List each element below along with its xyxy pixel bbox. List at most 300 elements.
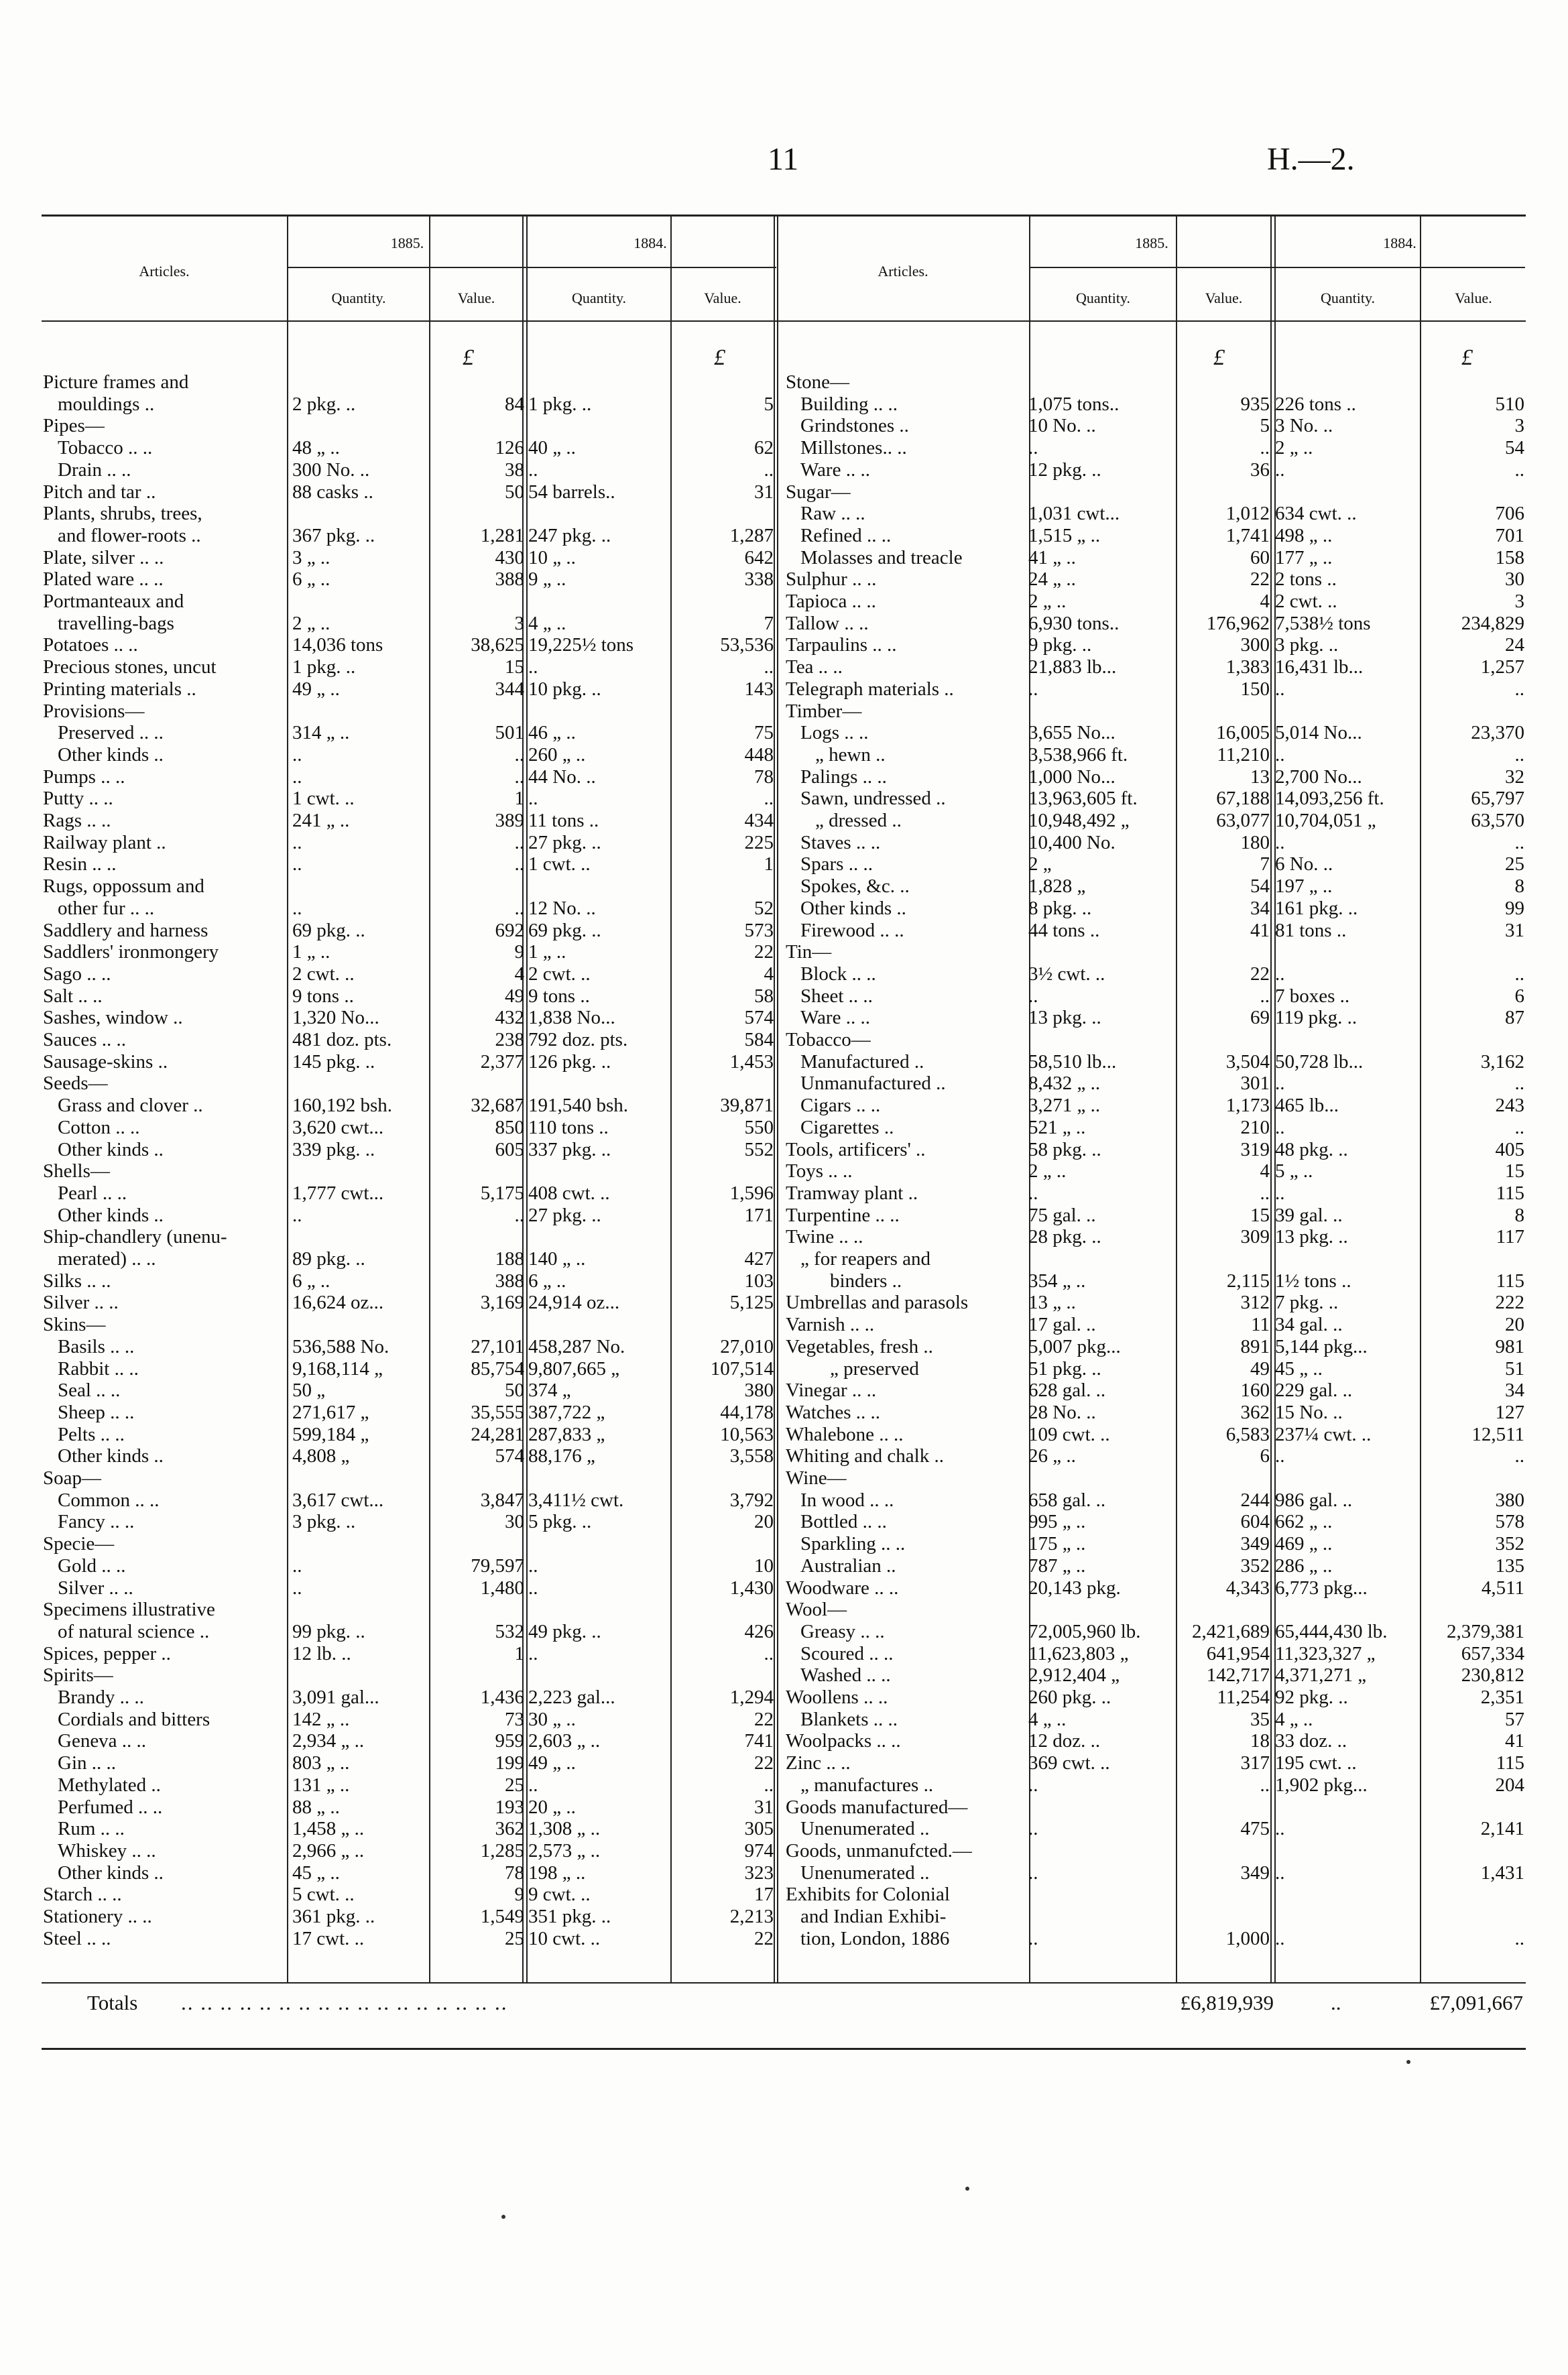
value-1885: .. — [514, 766, 524, 788]
article-name: Molasses and treacle — [800, 546, 963, 568]
article-name: Telegraph materials .. — [786, 678, 954, 700]
quantity-1884: 46 „ .. — [528, 722, 576, 744]
quantity-1884: 498 „ .. — [1275, 524, 1333, 546]
quantity-1885: 354 „ .. — [1028, 1270, 1086, 1292]
value-1885: 850 — [495, 1116, 524, 1138]
quantity-1885: 3,271 „ .. — [1028, 1095, 1101, 1117]
quantity-1884: 2,573 „ .. — [528, 1839, 601, 1862]
table-row — [43, 1073, 774, 1095]
quantity-1885: 89 pkg. .. — [292, 1248, 365, 1270]
quantity-1885: 28 No. .. — [1028, 1401, 1096, 1423]
article-name: „ dressed .. — [815, 810, 902, 831]
value-1884: 117 — [1496, 1226, 1524, 1248]
value-1885: .. — [514, 897, 524, 919]
quantity-1885: 51 pkg. .. — [1028, 1357, 1101, 1380]
value-1884: 380 — [1495, 1489, 1524, 1511]
table-row — [786, 481, 1525, 503]
quantity-1884: .. — [528, 1577, 538, 1599]
value-1884: 51 — [1505, 1357, 1524, 1380]
quantity-1885: .. — [1028, 1818, 1038, 1840]
quantity-1884: 2,603 „ .. — [528, 1730, 601, 1752]
value-1884: 63,570 — [1471, 810, 1524, 831]
quantity-1885: 88 „ .. — [292, 1796, 340, 1818]
table-row — [43, 393, 774, 416]
quantity-1885: .. — [292, 831, 302, 853]
article-name: Bottled .. .. — [800, 1511, 887, 1533]
article-name: Staves .. .. — [800, 831, 881, 853]
totals-1885: £6,819,939 — [1180, 1991, 1274, 2014]
value-1885: 41 — [1250, 919, 1270, 941]
article-name: Drain .. .. — [58, 459, 131, 481]
quantity-1884: .. — [1275, 1927, 1285, 1949]
table-row — [786, 547, 1525, 569]
value-1885: 362 — [495, 1818, 524, 1840]
article-name: Tarpaulins .. .. — [786, 634, 897, 656]
quantity-1884: .. — [1275, 831, 1285, 853]
table-row — [786, 1358, 1525, 1380]
article-name: Spices, pepper .. — [43, 1642, 171, 1664]
value-1884: 22 — [754, 941, 774, 963]
article-name: Whiskey .. .. — [58, 1839, 156, 1862]
value-1885: 38,625 — [471, 634, 524, 656]
article-name: Brandy .. .. — [58, 1687, 144, 1708]
quantity-1885: 803 „ .. — [292, 1752, 350, 1774]
value-1884: 434 — [744, 810, 774, 831]
quantity-1884: 2 „ .. — [1275, 437, 1313, 459]
table-row — [786, 1270, 1525, 1292]
table-row — [43, 1051, 774, 1073]
year-1884-left: 1884. — [634, 235, 667, 251]
quantity-1885: 10 No. .. — [1028, 415, 1096, 437]
subheading-qty-1884-right: Quantity. — [1320, 290, 1376, 306]
value-1884: 27,010 — [720, 1335, 774, 1357]
quantity-1884: 24,914 oz... — [528, 1292, 620, 1314]
value-1884: 380 — [744, 1380, 774, 1402]
quantity-1884: 229 gal. .. — [1275, 1380, 1353, 1402]
article-name: Spirits— — [43, 1664, 113, 1687]
article-name: Potatoes .. .. — [43, 634, 138, 656]
quantity-1885: 271,617 „ — [292, 1401, 369, 1423]
quantity-1884: 45 „ .. — [1275, 1357, 1323, 1380]
totals-leaders: .. .. .. .. .. .. .. .. .. .. .. .. .. .. .. .. .. — [181, 1991, 508, 2014]
value-1884: 1,453 — [729, 1050, 774, 1073]
value-1885: 24,281 — [471, 1423, 524, 1445]
value-1884: 578 — [1495, 1511, 1524, 1533]
value-1885: 501 — [495, 722, 524, 744]
value-1885: 25 — [505, 1927, 524, 1949]
article-name: Seal .. .. — [58, 1380, 121, 1402]
article-name: Plate, silver .. .. — [43, 546, 164, 568]
quantity-1885: 131 „ .. — [292, 1774, 350, 1796]
table-row — [43, 1095, 774, 1117]
table-row — [786, 1797, 1525, 1819]
quantity-1884: 119 pkg. .. — [1275, 1007, 1358, 1029]
quantity-1885: 260 pkg. .. — [1028, 1687, 1111, 1708]
quantity-1885: 787 „ .. — [1028, 1555, 1086, 1577]
quantity-1885: 16,624 oz... — [292, 1292, 384, 1314]
value-1884: 143 — [744, 678, 774, 700]
quantity-1884: .. — [1275, 1818, 1285, 1840]
value-1885: .. — [514, 1204, 524, 1226]
quantity-1884: 11,323,327 „ — [1275, 1642, 1376, 1664]
quantity-1884: 1,838 No... — [528, 1007, 615, 1029]
value-1884: 31 — [1505, 919, 1524, 941]
article-name: Cotton .. .. — [58, 1116, 140, 1138]
article-name: Silks .. .. — [43, 1270, 111, 1292]
table-row — [43, 1380, 774, 1402]
article-name: Ware .. .. — [800, 1007, 870, 1029]
table-row — [786, 788, 1525, 810]
table-row — [43, 898, 774, 920]
quantity-1885: 17 gal. .. — [1028, 1314, 1096, 1336]
articles-heading-left: Articles. — [139, 263, 190, 280]
value-1884: 584 — [744, 1029, 774, 1050]
value-1885: 73 — [505, 1708, 524, 1730]
table-row — [786, 1467, 1525, 1489]
quantity-1884: .. — [1275, 1862, 1285, 1884]
quantity-1885: .. — [1028, 1182, 1038, 1204]
totals-rule — [42, 2048, 1526, 2050]
article-name: Turpentine .. .. — [786, 1204, 900, 1226]
quantity-1884: 49 pkg. .. — [528, 1620, 601, 1642]
article-name: Cigarettes .. — [800, 1116, 894, 1138]
table-row — [43, 1818, 774, 1840]
table-row — [43, 1489, 774, 1512]
article-name: Rugs, oppossum and — [43, 875, 204, 898]
article-name: Shells— — [43, 1160, 110, 1182]
value-1884: 10 — [754, 1555, 774, 1577]
table-row — [43, 1643, 774, 1665]
table-row — [43, 853, 774, 875]
article-name: Woolpacks .. .. — [786, 1730, 901, 1752]
quantity-1884: 2 cwt. .. — [528, 963, 591, 985]
value-1885: 15 — [505, 656, 524, 678]
value-1885: 1,281 — [480, 524, 524, 546]
article-name: Other kinds .. — [58, 743, 164, 766]
quantity-1885: 8 pkg. .. — [1028, 897, 1092, 919]
quantity-1885: 995 „ .. — [1028, 1511, 1086, 1533]
table-row — [786, 1051, 1525, 1073]
quantity-1885: 1,320 No... — [292, 1007, 379, 1029]
article-name: Methylated .. — [58, 1774, 161, 1796]
quantity-1884: 11 tons .. — [528, 810, 599, 831]
table-row — [786, 1095, 1525, 1117]
value-1885: 5 — [1260, 415, 1270, 437]
quantity-1884: 7 boxes .. — [1275, 985, 1350, 1007]
value-1885: 78 — [505, 1862, 524, 1884]
table-row — [43, 481, 774, 503]
quantity-1885: 160,192 bsh. — [292, 1095, 393, 1117]
table-row — [43, 701, 774, 723]
table-row — [43, 1577, 774, 1599]
table-row — [786, 1160, 1525, 1182]
value-1884: 22 — [754, 1927, 774, 1949]
article-name: Tallow .. .. — [786, 612, 869, 634]
value-1885: 79,597 — [471, 1555, 524, 1577]
quantity-1885: 241 „ .. — [292, 810, 350, 831]
article-name: Unenumerated .. — [800, 1862, 930, 1884]
table-row — [43, 722, 774, 744]
value-1884: 115 — [1496, 1182, 1524, 1204]
quantity-1885: 145 pkg. .. — [292, 1050, 375, 1073]
value-1885: 1,436 — [480, 1687, 524, 1708]
value-1884: 706 — [1495, 503, 1524, 525]
value-1884: 6 — [1514, 985, 1524, 1007]
print-mark — [965, 2187, 969, 2191]
article-name: Precious stones, uncut — [43, 656, 217, 678]
quantity-1884: .. — [528, 1555, 538, 1577]
article-name: Wine— — [786, 1467, 847, 1489]
value-1884: 107,514 — [710, 1357, 774, 1380]
value-1885: 9 — [514, 941, 524, 963]
quantity-1884: .. — [1275, 1445, 1285, 1467]
table-row — [786, 875, 1525, 898]
quantity-1884: 662 „ .. — [1275, 1511, 1333, 1533]
quantity-1884: 10 „ .. — [528, 546, 576, 568]
quantity-1885: 142 „ .. — [292, 1708, 350, 1730]
table-row — [786, 832, 1525, 854]
table-row — [786, 1117, 1525, 1139]
article-name: „ for reapers and — [800, 1248, 931, 1270]
table-row — [786, 1752, 1525, 1774]
quantity-1885: 1,000 No... — [1028, 766, 1115, 788]
table-row — [43, 1599, 774, 1621]
table-row — [43, 634, 774, 656]
quantity-1885: 72,005,960 lb. — [1028, 1620, 1141, 1642]
value-1884: 8 — [1514, 1204, 1524, 1226]
quantity-1885: 17 cwt. .. — [292, 1927, 365, 1949]
article-name: binders .. — [830, 1270, 902, 1292]
quantity-1884: .. — [528, 656, 538, 678]
quantity-1885: .. — [292, 1577, 302, 1599]
quantity-1884: 408 cwt. .. — [528, 1182, 610, 1204]
quantity-1884: .. — [1275, 1073, 1285, 1095]
article-name: Exhibits for Colonial — [786, 1884, 950, 1906]
value-1885: 344 — [495, 678, 524, 700]
quantity-1885: 658 gal. .. — [1028, 1489, 1106, 1511]
quantity-1884: 5 pkg. .. — [528, 1511, 592, 1533]
value-1884: 222 — [1495, 1292, 1524, 1314]
table-row — [786, 371, 1525, 393]
article-name: other fur .. .. — [58, 897, 155, 919]
value-1884: 2,379,381 — [1447, 1620, 1524, 1642]
value-1884: 10,563 — [720, 1423, 774, 1445]
article-name: Resin .. .. — [43, 853, 117, 875]
quantity-1884: 986 gal. .. — [1275, 1489, 1353, 1511]
article-name: Goods manufactured— — [786, 1796, 968, 1818]
article-name: Ship-chandlery (unenu- — [43, 1226, 227, 1248]
article-name: Tea .. .. — [786, 656, 843, 678]
article-name: Provisions— — [43, 700, 145, 722]
table-row — [786, 1073, 1525, 1095]
article-name: Zinc .. .. — [786, 1752, 851, 1774]
article-name: Plated ware .. .. — [43, 568, 164, 591]
value-1884: 22 — [754, 1708, 774, 1730]
article-name: Preserved .. .. — [58, 722, 164, 744]
value-1884: .. — [764, 1642, 774, 1664]
table-row — [786, 1007, 1525, 1029]
table-row — [786, 1511, 1525, 1533]
quantity-1884: 88,176 „ — [528, 1445, 595, 1467]
quantity-1885: 628 gal. .. — [1028, 1380, 1106, 1402]
value-1885: 38 — [505, 459, 524, 481]
header-bottom-rule — [42, 320, 1526, 322]
table-row — [43, 1862, 774, 1884]
quantity-1884: 50,728 lb... — [1275, 1050, 1364, 1073]
article-name: Unenumerated .. — [800, 1818, 930, 1840]
article-name: Starch .. .. — [43, 1884, 122, 1906]
value-1885: 22 — [1250, 568, 1270, 591]
quantity-1884: 3,411½ cwt. — [528, 1489, 624, 1511]
article-name: Sago .. .. — [43, 963, 111, 985]
value-1885: 349 — [1240, 1533, 1270, 1555]
table-row — [43, 1029, 774, 1051]
article-name: Vinegar .. .. — [786, 1380, 877, 1402]
year-1885-left: 1885. — [390, 235, 424, 251]
value-1885: .. — [514, 743, 524, 766]
value-1884: 171 — [744, 1204, 774, 1226]
table-row — [786, 1709, 1525, 1731]
article-name: Scoured .. .. — [800, 1642, 894, 1664]
quantity-1885: 10,400 No. — [1028, 831, 1115, 853]
table-row — [786, 459, 1525, 481]
quantity-1884: 65,444,430 lb. — [1275, 1620, 1388, 1642]
article-name: Skins— — [43, 1314, 106, 1336]
quantity-1884: 12 No. .. — [528, 897, 596, 919]
year-divider-right — [1029, 267, 1525, 268]
value-1885: 30 — [505, 1511, 524, 1533]
quantity-1885: 14,036 tons — [292, 634, 383, 656]
value-1885: 142,717 — [1206, 1664, 1270, 1687]
table-row — [43, 1182, 774, 1205]
value-1885: 2,377 — [480, 1050, 524, 1073]
table-row — [43, 1205, 774, 1227]
value-1884: 1,257 — [1480, 656, 1524, 678]
table-row — [43, 591, 774, 613]
quantity-1885: 2 cwt. .. — [292, 963, 355, 985]
table-row — [43, 1270, 774, 1292]
quantity-1885: 1,458 „ .. — [292, 1818, 365, 1840]
table-row — [786, 1205, 1525, 1227]
value-1884: 127 — [1495, 1401, 1524, 1423]
quantity-1885: 8,432 „ .. — [1028, 1073, 1101, 1095]
year-divider-left — [287, 267, 776, 268]
value-1885: 50 — [505, 481, 524, 503]
value-1885: 1,012 — [1225, 503, 1270, 525]
article-name: Unmanufactured .. — [800, 1073, 946, 1095]
table-row — [786, 525, 1525, 547]
value-1884: 1,430 — [729, 1577, 774, 1599]
quantity-1884: 177 „ .. — [1275, 546, 1333, 568]
article-name: Toys .. .. — [786, 1160, 853, 1182]
page-number: 11 — [768, 141, 799, 177]
quantity-1884: 48 pkg. .. — [1275, 1138, 1348, 1160]
table-row — [786, 1928, 1525, 1950]
table-row — [786, 810, 1525, 832]
quantity-1885: 44 tons .. — [1028, 919, 1100, 941]
quantity-1885: 3,091 gal... — [292, 1687, 379, 1708]
quantity-1884: 195 cwt. .. — [1275, 1752, 1357, 1774]
article-name: Woodware .. .. — [786, 1577, 899, 1599]
quantity-1884: 1½ tons .. — [1275, 1270, 1351, 1292]
table-row — [43, 941, 774, 963]
value-1885: 1,383 — [1225, 656, 1270, 678]
quantity-1884: .. — [528, 788, 538, 810]
table-row — [43, 568, 774, 591]
value-1884: 24 — [1505, 634, 1524, 656]
quantity-1884: 1 pkg. .. — [528, 393, 592, 415]
table-row — [43, 1664, 774, 1687]
article-name: Woollens .. .. — [786, 1687, 888, 1708]
quantity-1884: .. — [1275, 743, 1285, 766]
value-1885: 25 — [505, 1774, 524, 1796]
table-row — [786, 1664, 1525, 1687]
table-row — [786, 613, 1525, 635]
value-1885: 309 — [1240, 1226, 1270, 1248]
quantity-1885: 3 „ .. — [292, 546, 330, 568]
quantity-1885: 1 „ .. — [292, 941, 330, 963]
value-1884: 75 — [754, 722, 774, 744]
quantity-1884: 19,225½ tons — [528, 634, 634, 656]
table-row — [43, 920, 774, 942]
table-row — [43, 1840, 774, 1862]
value-1885: 84 — [505, 393, 524, 415]
value-1884: 974 — [744, 1839, 774, 1862]
table-row — [43, 415, 774, 437]
quantity-1885: 3,617 cwt... — [292, 1489, 384, 1511]
quantity-1885: 4,808 „ — [292, 1445, 350, 1467]
quantity-1885: 599,184 „ — [292, 1423, 369, 1445]
table-row — [786, 503, 1525, 525]
value-1884: .. — [1514, 1927, 1524, 1949]
value-1885: 22 — [1250, 963, 1270, 985]
table-row — [43, 766, 774, 788]
table-row — [786, 1621, 1525, 1643]
value-1885: 317 — [1240, 1752, 1270, 1774]
article-name: Watches .. .. — [786, 1401, 881, 1423]
quantity-1885: 175 „ .. — [1028, 1533, 1086, 1555]
subheading-val-1884-left: Value. — [704, 290, 741, 306]
quantity-1885: 9 tons .. — [292, 985, 354, 1007]
value-1884: 158 — [1495, 546, 1524, 568]
quantity-1885: 1,075 tons.. — [1028, 393, 1120, 415]
quantity-1884: 2 tons .. — [1275, 568, 1337, 591]
quantity-1885: 3,620 cwt... — [292, 1116, 384, 1138]
article-name: Tramway plant .. — [786, 1182, 918, 1204]
value-1884: 32 — [1505, 766, 1524, 788]
quantity-1885: 41 „ .. — [1028, 546, 1076, 568]
quantity-1884: .. — [528, 459, 538, 481]
table-row — [786, 656, 1525, 678]
quantity-1885: 20,143 pkg. — [1028, 1577, 1121, 1599]
value-1885: .. — [1260, 1774, 1270, 1796]
quantity-1885: .. — [1028, 1774, 1038, 1796]
quantity-1884: 40 „ .. — [528, 437, 576, 459]
quantity-1884: 16,431 lb... — [1275, 656, 1364, 678]
quantity-1884: 9,807,665 „ — [528, 1357, 620, 1380]
value-1884: .. — [1514, 743, 1524, 766]
value-1885: 532 — [495, 1620, 524, 1642]
value-1885: 199 — [495, 1752, 524, 1774]
article-name: Silver .. .. — [43, 1292, 119, 1314]
article-name: Firewood .. .. — [800, 919, 904, 941]
quantity-1884: 9 cwt. .. — [528, 1884, 591, 1906]
quantity-1885: 12 pkg. .. — [1028, 459, 1101, 481]
quantity-1885: 58,510 lb... — [1028, 1050, 1117, 1073]
value-1884: 31 — [754, 1796, 774, 1818]
value-1885: 238 — [495, 1029, 524, 1050]
quantity-1885: 361 pkg. .. — [292, 1906, 375, 1927]
